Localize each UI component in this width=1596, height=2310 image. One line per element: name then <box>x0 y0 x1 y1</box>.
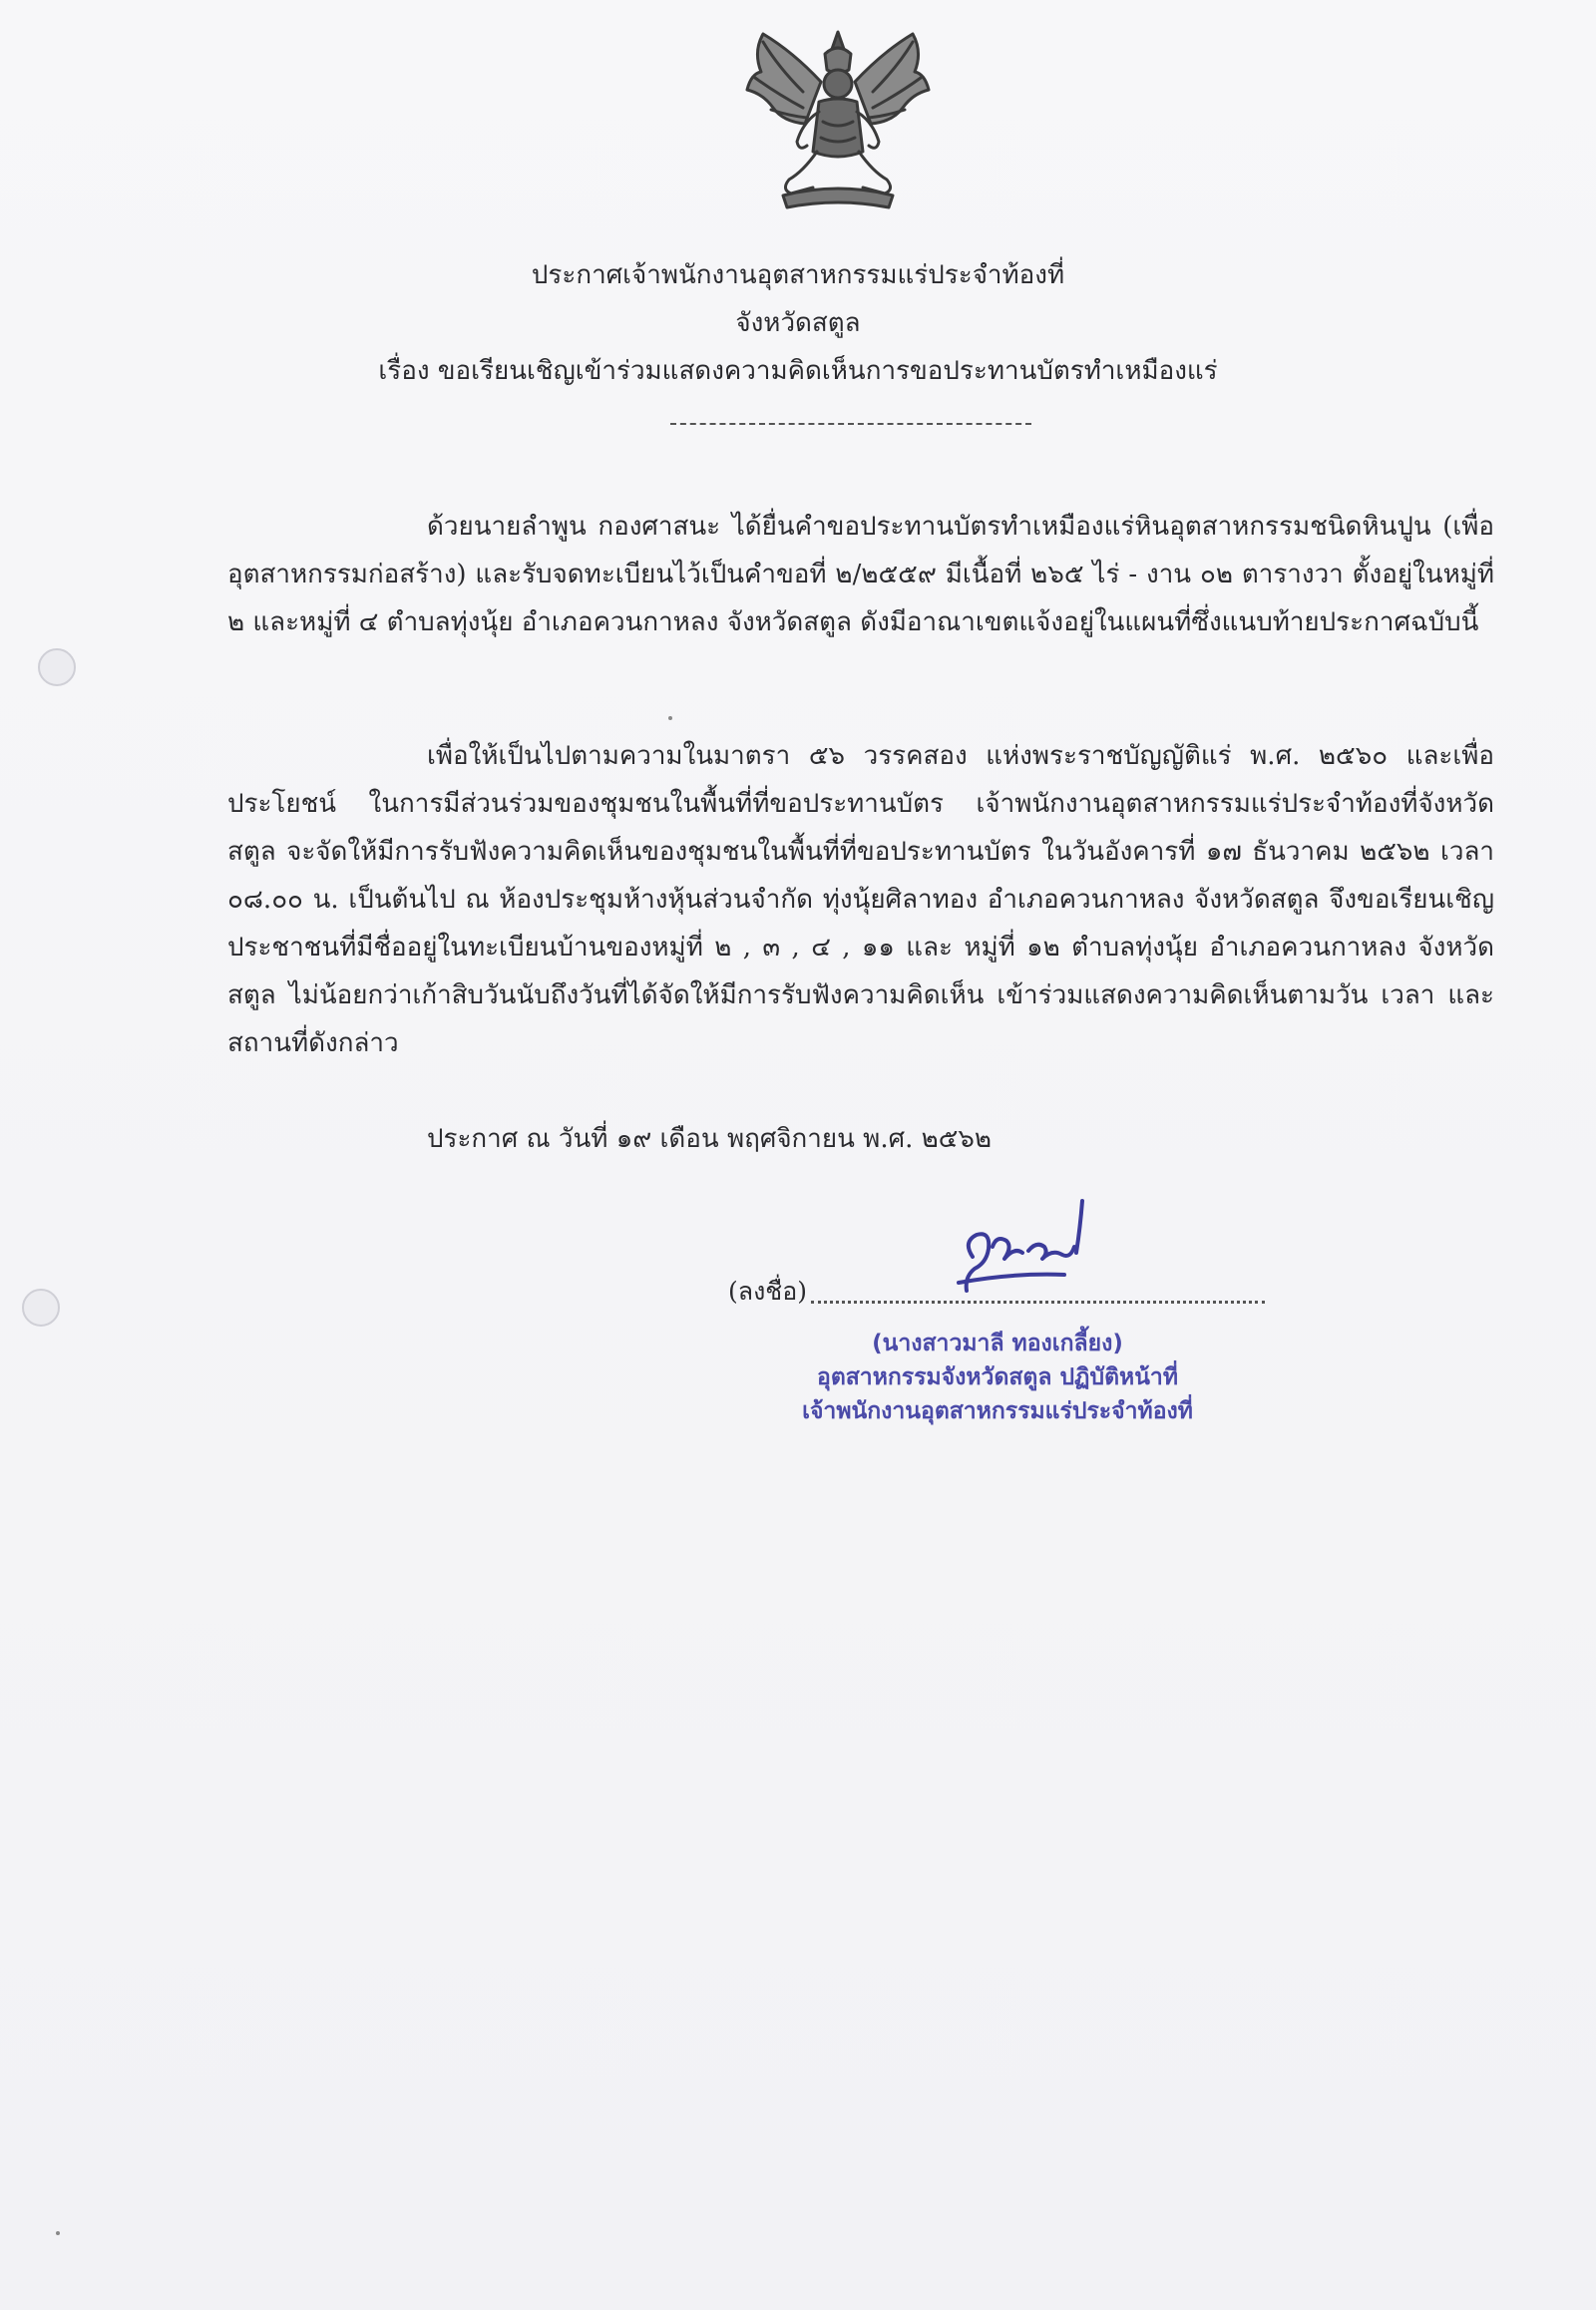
signature-dotted-line <box>811 1301 1265 1304</box>
garuda-emblem-icon <box>733 12 943 221</box>
scan-speck <box>56 2231 60 2235</box>
punch-hole-bottom <box>22 1289 60 1327</box>
signatory-stamp <box>698 1327 1297 1428</box>
signature-line <box>728 1272 1265 1312</box>
body-paragraph-2: เพื่อให้เป็นไปตามความในมาตรา ๕๖ วรรคสอง แห่งพระราชบัญญัติแร่ พ.ศ. ๒๕๖๐ และเพื่อประโยชน์ ในการมีส่วนร่วมของชุมชนในพื้นที่ที่ขอประทานบัตร เจ้าพนักงานอุตสาหกรรมแร่ประจำท้องที่จังหวัดสตูล จะจัดให้มีการรับฟังความคิดเห็นของชุมชนในพื้นที่ที่ขอประทานบัตร ในวันอังคารที่ ๑๗ ธันวาคม ๒๕๖๒ เวลา ๐๘.๐๐ น. เป็นต้นไป ณ ห้องประชุมห้างหุ้นส่วนจำกัด ทุ่งนุ้ยศิลาทอง อำเภอควนกาหลง จังหวัดสตูล จึงขอเรียนเชิญประชาชนที่มีชื่ออยู่ในทะเบียนบ้านของหมู่ที่ ๒ , ๓ , ๔ , ๑๑ และ หมู่ที่ ๑๒ ตำบลทุ่งนุ้ย อำเภอควนกาหลง จังหวัดสตูล ไม่น้อยกว่าเก้าสิบวันนับถึงวันที่ได้จัดให้มีการรับฟังความคิดเห็น เข้าร่วมแสดงความคิดเห็นตามวัน เวลา และสถานที่ดังกล่าว <box>227 741 1494 1058</box>
signature-label: (ลงชื่อ) <box>728 1277 808 1306</box>
scan-speck <box>668 716 672 720</box>
heading-divider <box>670 423 1031 425</box>
heading-line-2: จังหวัดสตูล <box>735 308 861 338</box>
heading-line-1: ประกาศเจ้าพนักงานอุตสาหกรรมแร่ประจำท้องที่ <box>531 260 1065 290</box>
signatory-position-2: เจ้าพนักงานอุตสาหกรรมแร่ประจำท้องที่ <box>802 1398 1193 1424</box>
signatory-name: (นางสาวมาลี ทองเกลี้ยง) <box>872 1331 1123 1356</box>
heading-subject: เรื่อง ขอเรียนเชิญเข้าร่วมแสดงความคิดเห็นการขอประทานบัตรทำเหมืองแร่ <box>378 356 1218 386</box>
announce-date: ประกาศ ณ วันที่ ๑๙ เดือน พฤศจิกายน พ.ศ. ๒๕๖๒ <box>427 1124 993 1154</box>
body-paragraph-1: ด้วยนายลำพูน กองศาสนะ ได้ยื่นคำขอประทานบัตรทำเหมืองแร่หินอุตสาหกรรมชนิดหินปูน (เพื่ออุตสาหกรรมก่อสร้าง) และรับจดทะเบียนไว้เป็นคำขอที่ ๒/๒๕๕๙ มีเนื้อที่ ๒๖๕ ไร่ - งาน ๐๒ ตารางวา ตั้งอยู่ในหมู่ที่ ๒ และหมู่ที่ ๔ ตำบลทุ่งนุ้ย อำเภอควนกาหลง จังหวัดสตูล ดังมีอาณาเขตแจ้งอยู่ในแผนที่ซึ่งแนบท้ายประกาศฉบับนี้ <box>227 512 1494 637</box>
punch-hole-top <box>38 648 76 686</box>
signatory-position-1: อุตสาหกรรมจังหวัดสตูล ปฏิบัติหน้าที่ <box>817 1364 1178 1390</box>
